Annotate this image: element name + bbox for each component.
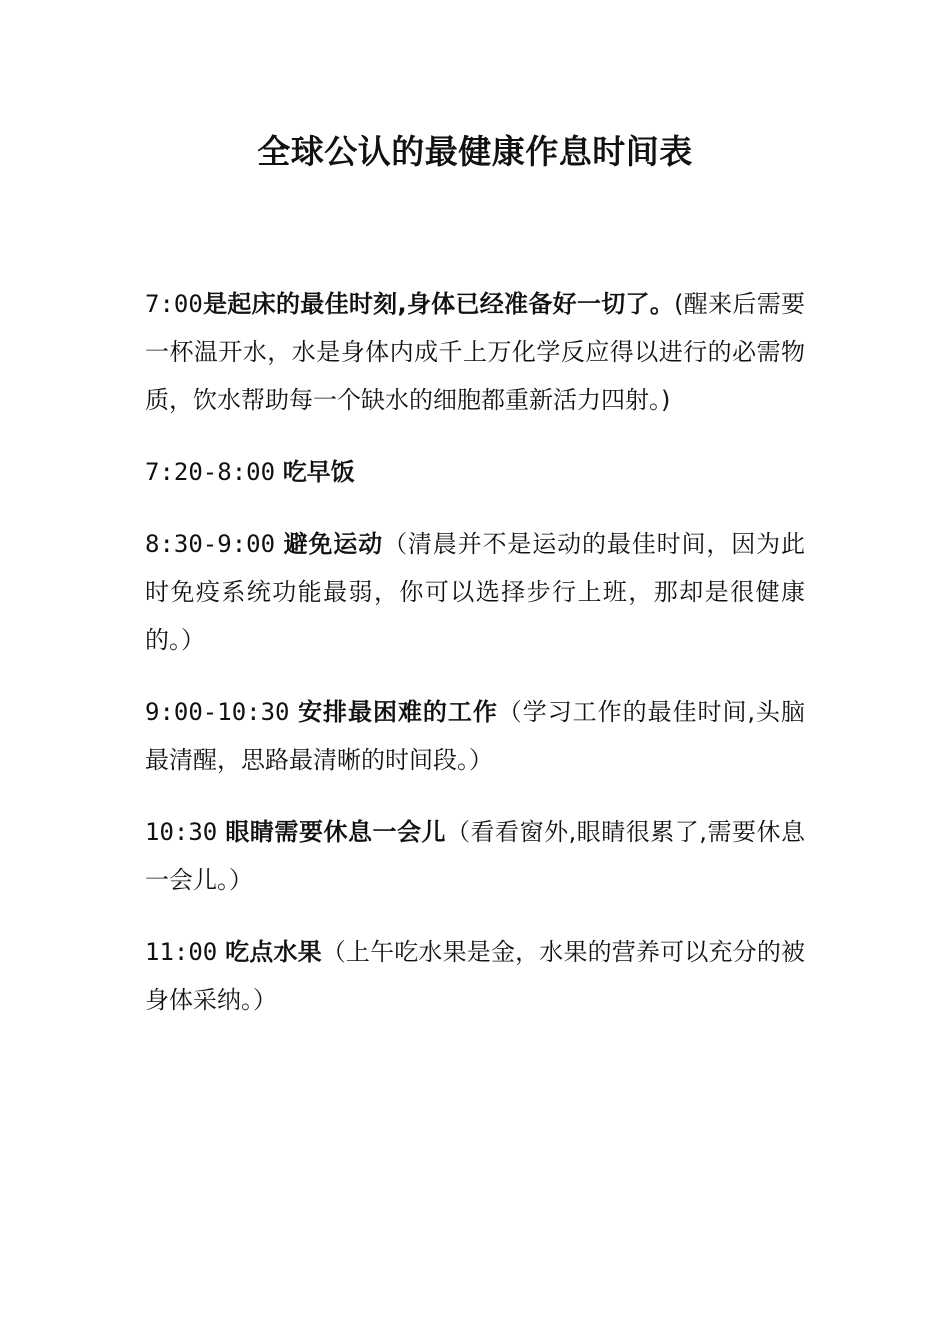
page-title: 全球公认的最健康作息时间表 bbox=[257, 132, 693, 171]
schedule-entry bbox=[145, 448, 805, 496]
entry-note: （学习工作的最佳时间,头脑最清醒，思路最清晰的时间段。） bbox=[145, 698, 805, 774]
schedule-list bbox=[145, 280, 805, 1048]
entry-note: (醒来后需要一杯温开水，水是身体内成千上万化学反应得以进行的必需物质，饮水帮助每一个缺水的细胞都重新活力四射。) bbox=[145, 290, 805, 414]
entry-heading: 眼睛需要休息一会儿 bbox=[225, 818, 447, 846]
entry-heading: 吃点水果 bbox=[225, 938, 322, 966]
schedule-entry bbox=[145, 928, 805, 1024]
entry-note: （清晨并不是运动的最佳时间，因为此时免疫系统功能最弱，你可以选择步行上班，那却是很健康的。） bbox=[145, 530, 806, 654]
entry-time: 8:30-9:00 bbox=[145, 530, 276, 558]
entry-note: （上午吃水果是金，水果的营养可以充分的被身体采纳。） bbox=[145, 938, 806, 1014]
entry-note: （看看窗外,眼睛很累了,需要休息一会儿。） bbox=[145, 818, 805, 894]
entry-time: 10:30 bbox=[145, 818, 218, 846]
schedule-entry bbox=[145, 280, 805, 424]
entry-time: 7:20-8:00 bbox=[145, 458, 276, 486]
entry-heading: 吃早饭 bbox=[282, 458, 355, 486]
entry-heading: 是起床的最佳时刻,身体已经准备好一切了。 bbox=[202, 290, 675, 318]
schedule-entry bbox=[145, 808, 805, 904]
entry-heading: 避免运动 bbox=[283, 530, 384, 558]
entry-time: 11:00 bbox=[145, 938, 218, 966]
schedule-entry bbox=[145, 688, 805, 784]
entry-heading: 安排最困难的工作 bbox=[298, 698, 498, 726]
schedule-entry bbox=[145, 520, 805, 664]
entry-time: 7:00 bbox=[145, 290, 203, 318]
entry-time: 9:00-10:30 bbox=[145, 698, 290, 726]
